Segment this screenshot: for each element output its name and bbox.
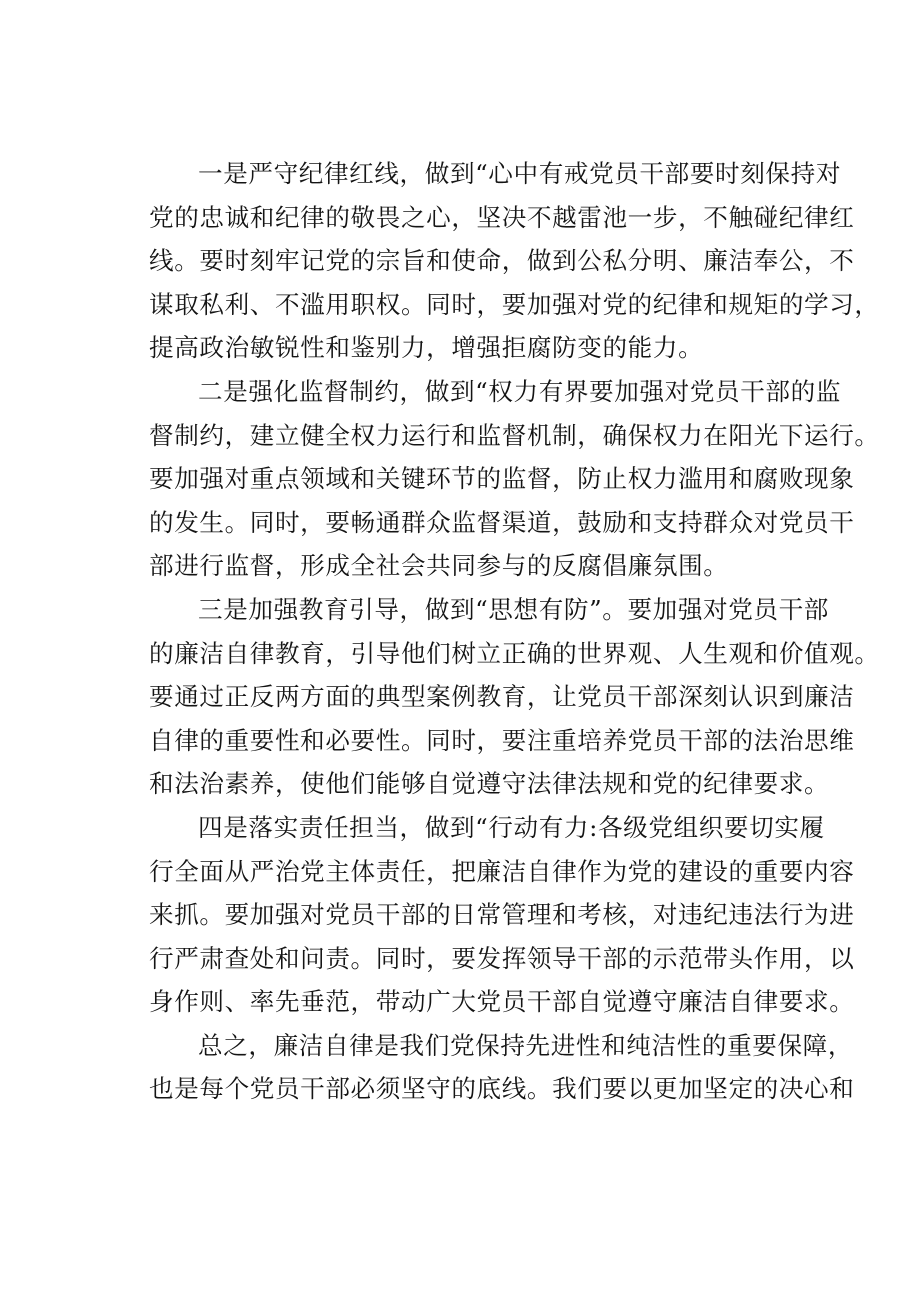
paragraph-1-line-2: 党的忠诚和纪律的敬畏之心，坚决不越雷池一步，不触碰纪律红 bbox=[149, 202, 855, 232]
paragraph-2-line-2: 督制约，建立健全权力运行和监督机制，确保权力在阳光下运行。 bbox=[149, 420, 880, 450]
paragraph-1-line-4: 谋取私利、不滥用职权。同时，要加强对党的纪律和规矩的学习， bbox=[149, 289, 880, 319]
paragraph-2-line-4: 的发生。同时，要畅通群众监督渠道，鼓励和支持群众对党员干 bbox=[149, 507, 855, 537]
document-body bbox=[149, 152, 880, 1111]
paragraph-4-line-5: 身作则、率先垂范，带动广大党员干部自觉遵守廉洁自律要求。 bbox=[149, 987, 855, 1017]
paragraph-3-line-1: 三是加强教育引导，做到“思想有防”。要加强对党员干部 bbox=[198, 594, 829, 624]
paragraph-3-line-2: 的廉洁自律教育，引导他们树立正确的世界观、人生观和价值观。 bbox=[149, 638, 880, 668]
paragraph-2-line-1: 二是强化监督制约，做到“权力有界要加强对党员干部的监 bbox=[198, 376, 842, 406]
paragraph-3-line-4: 自律的重要性和必要性。同时，要注重培养党员干部的法治思维 bbox=[149, 725, 855, 755]
paragraph-1-line-3: 线。要时刻牢记党的宗旨和使命，做到公私分明、廉洁奉公，不 bbox=[149, 246, 855, 276]
paragraph-5-line-1: 总之，廉洁自律是我们党保持先进性和纯洁性的重要保障， bbox=[198, 1030, 854, 1060]
paragraph-4-line-4: 行严肃查处和问责。同时，要发挥领导干部的示范带头作用，以 bbox=[149, 943, 855, 973]
paragraph-3-line-5: 和法治素养，使他们能够自觉遵守法律法规和党的纪律要求。 bbox=[149, 769, 830, 799]
paragraph-5-line-2: 也是每个党员干部必须坚守的底线。我们要以更加坚定的决心和 bbox=[149, 1074, 855, 1104]
paragraph-1-line-5: 提高政治敏锐性和鉴别力，增强拒腐防变的能力。 bbox=[149, 333, 704, 363]
paragraph-3-line-3: 要通过正反两方面的典型案例教育，让党员干部深刻认识到廉洁 bbox=[149, 682, 855, 712]
paragraph-1-line-1: 一是严守纪律红线，做到“心中有戒党员干部要时刻保持对 bbox=[198, 159, 842, 188]
paragraph-4-line-2: 行全面从严治党主体责任，把廉洁自律作为党的建设的重要内容 bbox=[149, 856, 855, 886]
paragraph-2-line-5: 部进行监督，形成全社会共同参与的反腐倡廉氛围。 bbox=[149, 551, 729, 581]
paragraph-2-line-3: 要加强对重点领域和关键环节的监督，防止权力滥用和腐败现象 bbox=[149, 464, 855, 494]
paragraph-4-line-1: 四是落实责任担当，做到“行动有力:各级党组织要切实履 bbox=[198, 812, 825, 842]
paragraph-4-line-3: 来抓。要加强对党员干部的日常管理和考核，对违纪违法行为进 bbox=[149, 900, 855, 930]
